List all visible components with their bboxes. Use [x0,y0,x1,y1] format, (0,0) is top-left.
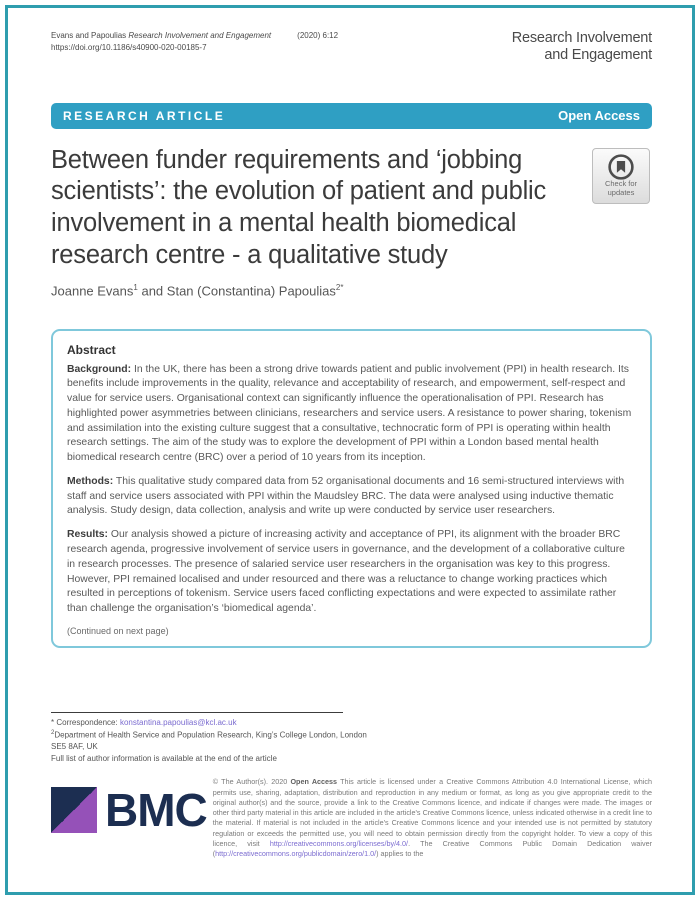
citation-journal: Research Involvement and Engagement [128,31,272,40]
authors-line [51,283,652,298]
journal-name-line1: Research Involvement [511,30,652,46]
bmc-logo-icon [51,787,97,833]
article-title: Between funder requirements and ‘jobbing scientists’: the evolution of patient and public involvement in a mental health biomedical research centre - a qualitative study [51,145,547,269]
author-1: Joanne Evans [51,283,134,299]
license-copyright: © The Author(s). 2020 [212,777,291,787]
abstract-heading: Abstract [67,342,116,357]
check-badge-label-line1: Check for [604,179,638,189]
license-open-access: Open Access [290,777,337,787]
citation-block [51,30,338,55]
results-text: Our analysis showed a picture of increasing activity and acceptance of PPI, its alignment with the broader BRC research agenda, progressive involvement of service users in governance, and the development of a collaborative culture in research processes. The presence of salaried service user researchers in the organisation was key to this progress. However, PPI remained localised and under resourced and there was a reluctance to change working practices which resulted in perceptions of tokenism. Service users faced conflicting expectations and were expected to assimilate rather than challenge the organisation’s ‘biomedical agenda’. [67,529,625,615]
check-for-updates-button[interactable] [592,148,650,204]
affiliation-text: Department of Health Service and Population Research, King’s College London, London SE5 8AF, UK [51,730,367,752]
license-body-2: . The Creative Commons Public Domain Dedication waiver ( [212,838,652,858]
background-text: In the UK, there has been a strong drive towards patient and public involvement (PPI) in health research. Its benefits include improvements in the quality, relevance and acceptability of research, and empowerment, self-respect and value for service users. Organisational context can significantly influence the operationalisation of PPI. Research has highlighted power asymmetries between clinicians, researchers and service users. A resistance to power sharing, tokenism and assimilation into the existing culture suggest that a consultative, technocratic form of PPI is operating within health research settings. The aim of the study was to explore the development of PPI within a London based mental health biomedical research centre (BRC) over a period of 10 years from its inception. [67,363,632,464]
abstract-background [67,363,634,466]
results-label: Results: [67,529,108,541]
author-2-affiliation-mark: 2* [335,283,344,293]
abstract-box [51,329,652,648]
journal-name [512,30,652,65]
abstract-methods [67,475,634,519]
license-body-3: ) applies to the [376,848,424,858]
bookmark-circle-icon [608,154,634,180]
citation-issue: (2020) 6:12 [297,31,339,40]
bmc-logo-text: BMC [105,784,207,837]
article-type-banner [51,103,652,129]
page-header [51,30,652,65]
affiliation-line [51,729,381,754]
correspondence-label: * Correspondence: [51,717,120,727]
footnote-block [51,712,381,766]
author-info-note: Full list of author information is available at the end of the article [51,754,277,764]
check-badge-label-line2: updates [607,187,635,197]
author-connector: and [137,283,167,299]
correspondence-line [51,717,381,729]
methods-label: Methods: [67,475,114,487]
footnote-divider [51,712,343,713]
affiliation-mark: 2 [51,729,55,736]
abstract-results [67,528,634,617]
title-row [51,145,652,271]
license-body-1: This article is licensed under a Creative Commons Attribution 4.0 International License, which permits use, sharing, adaptation, distribution and reproduction in any medium or format, as long as you give appropriate credit to the original author(s) and the source, provide a link to the Creative Commons licence, and indicate if changes were made. The images or other third party material in this article are included in the article's Creative Commons licence, unless indicated otherwise in a credit line to the material. If material is not included in the article's Creative Commons licence and your intended use is not permitted by statutory regulation or exceeds the permitted use, you will need to obtain permission directly from the copyright holder. To view a copy of this licence, visit [212,777,652,848]
cc-by-license-link[interactable]: http://creativecommons.org/licenses/by/4.0/ [269,838,409,848]
author-2: Stan (Constantina) Papoulias [166,283,336,299]
citation-authors: Evans and Papoulias [51,31,129,40]
cc-zero-license-link[interactable]: http://creativecommons.org/publicdomain/zero/1.0/ [215,848,377,858]
open-access-label: Open Access [558,108,640,124]
journal-name-line2: and Engagement [544,47,652,64]
author-1-affiliation-mark: 1 [133,283,138,293]
research-article-label: RESEARCH ARTICLE [63,108,226,123]
background-label: Background: [67,363,132,375]
citation-line [51,30,338,42]
journal-first-page [5,5,695,895]
methods-text: This qualitative study compared data from 52 organisational documents and 16 semi-structured interviews with staff and service users associated with PPI within the Maudsley BRC. The data were analysed using inductive thematic analysis. Study design, data collection, analysis and write up were conducted by service user researchers. [67,475,625,517]
doi-line: https://doi.org/10.1186/s40900-020-00185-7 [51,43,207,53]
continued-note: (Continued on next page) [67,625,169,636]
correspondence-email-link[interactable]: konstantina.papoulias@kcl.ac.uk [119,717,237,727]
license-text [213,777,652,859]
page-footer [51,777,652,859]
bmc-logo [51,784,207,837]
